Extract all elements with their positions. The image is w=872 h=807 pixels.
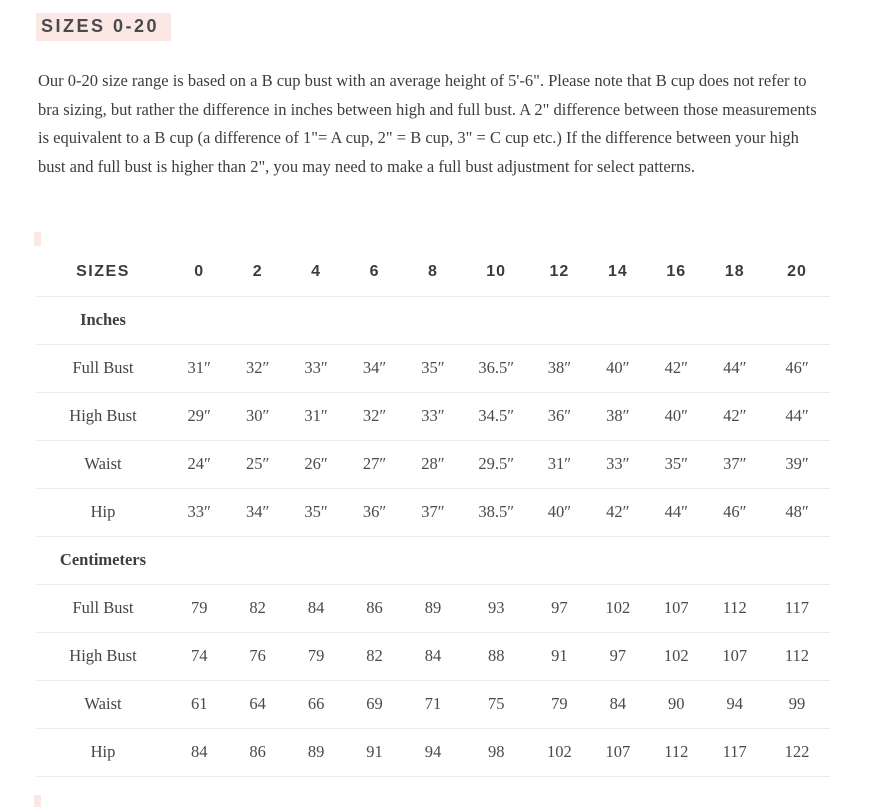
column-header-size-12: 12 [530,248,588,296]
column-header-size-18: 18 [706,248,765,296]
column-header-size-16: 16 [647,248,705,296]
cell-value: 112 [764,632,830,680]
cell-value: 66 [287,680,345,728]
cell-value: 64 [228,680,286,728]
cell-value: 33″ [589,440,647,488]
cell-value: 35″ [404,344,462,392]
table-row [36,632,830,680]
column-header-sizes: SIZES [36,248,170,296]
cell-value: 33″ [287,344,345,392]
cell-value: 84 [404,632,462,680]
cell-value: 48″ [764,488,830,536]
cell-value: 44″ [764,392,830,440]
cell-value: 34.5″ [462,392,530,440]
row-label: Full Bust [36,344,170,392]
column-header-size-2: 2 [228,248,286,296]
cell-value: 98 [462,728,530,776]
column-header-size-20: 20 [764,248,830,296]
cell-value: 97 [589,632,647,680]
cell-value: 122 [764,728,830,776]
cell-value: 112 [647,728,705,776]
cell-value: 29.5″ [462,440,530,488]
row-label: High Bust [36,632,170,680]
cell-value: 84 [170,728,228,776]
cell-value: 79 [287,632,345,680]
cell-value: 27″ [345,440,403,488]
column-header-size-6: 6 [345,248,403,296]
cell-value: 36″ [530,392,588,440]
cell-value: 24″ [170,440,228,488]
cell-value: 38.5″ [462,488,530,536]
table-row [36,728,830,776]
cell-value: 35″ [287,488,345,536]
cell-value: 90 [647,680,705,728]
cell-value: 30″ [228,392,286,440]
decorative-pink-dash-bottom [34,795,41,807]
section-title: Centimeters [36,536,170,584]
cell-value: 38″ [589,392,647,440]
cell-value: 75 [462,680,530,728]
cell-value: 36.5″ [462,344,530,392]
table-row [36,584,830,632]
cell-value: 86 [345,584,403,632]
cell-value: 107 [706,632,765,680]
cell-value: 31″ [530,440,588,488]
heading-wrap [0,0,872,41]
cell-value: 102 [647,632,705,680]
cell-value: 44″ [706,344,765,392]
table-header-row [36,248,830,296]
cell-value: 102 [530,728,588,776]
cell-value: 69 [345,680,403,728]
cell-value: 97 [530,584,588,632]
column-header-size-8: 8 [404,248,462,296]
cell-value: 82 [345,632,403,680]
cell-value: 34″ [345,344,403,392]
cell-value: 74 [170,632,228,680]
cell-value: 84 [589,680,647,728]
cell-value: 42″ [589,488,647,536]
cell-value: 117 [706,728,765,776]
table-row [36,440,830,488]
size-chart-table [36,248,830,777]
cell-value: 79 [170,584,228,632]
cell-value: 89 [287,728,345,776]
column-header-size-4: 4 [287,248,345,296]
row-label: Waist [36,440,170,488]
row-label: Waist [36,680,170,728]
cell-value: 37″ [404,488,462,536]
section-row [36,296,830,344]
cell-value: 35″ [647,440,705,488]
intro-paragraph: Our 0-20 size range is based on a B cup bust with an average height of 5'-6". Please note that B cup does not refer to bra sizing, but rather the difference in inches between high and full bust. A 2" difference between those measurements is equivalent to a B cup (a difference of 1"= A cup, 2" = B cup, 3" = C cup etc.) If the difference between your high bust and full bust is higher than 2", you may need to make a full bust adjustment for select patterns. [38,71,817,176]
cell-value: 28″ [404,440,462,488]
row-label: High Bust [36,392,170,440]
cell-value: 88 [462,632,530,680]
cell-value: 94 [404,728,462,776]
cell-value: 33″ [170,488,228,536]
section-row [36,536,830,584]
row-label: Hip [36,488,170,536]
cell-value: 38″ [530,344,588,392]
cell-value: 32″ [345,392,403,440]
cell-value: 42″ [706,392,765,440]
decorative-pink-dash-top [34,232,41,246]
cell-value: 76 [228,632,286,680]
row-label: Hip [36,728,170,776]
section-filler [170,536,830,584]
cell-value: 31″ [170,344,228,392]
cell-value: 37″ [706,440,765,488]
cell-value: 46″ [706,488,765,536]
column-header-size-0: 0 [170,248,228,296]
cell-value: 117 [764,584,830,632]
size-table-body [36,248,830,776]
cell-value: 107 [647,584,705,632]
cell-value: 31″ [287,392,345,440]
cell-value: 93 [462,584,530,632]
column-header-size-10: 10 [462,248,530,296]
table-row [36,344,830,392]
cell-value: 71 [404,680,462,728]
cell-value: 26″ [287,440,345,488]
cell-value: 86 [228,728,286,776]
page-title: SIZES 0-20 [36,13,171,41]
cell-value: 91 [345,728,403,776]
cell-value: 89 [404,584,462,632]
column-header-size-14: 14 [589,248,647,296]
section-filler [170,296,830,344]
table-row [36,488,830,536]
cell-value: 84 [287,584,345,632]
cell-value: 32″ [228,344,286,392]
cell-value: 94 [706,680,765,728]
cell-value: 79 [530,680,588,728]
cell-value: 91 [530,632,588,680]
cell-value: 29″ [170,392,228,440]
cell-value: 102 [589,584,647,632]
cell-value: 25″ [228,440,286,488]
cell-value: 112 [706,584,765,632]
cell-value: 40″ [530,488,588,536]
cell-value: 107 [589,728,647,776]
cell-value: 40″ [647,392,705,440]
table-row [36,680,830,728]
cell-value: 39″ [764,440,830,488]
cell-value: 82 [228,584,286,632]
cell-value: 46″ [764,344,830,392]
cell-value: 34″ [228,488,286,536]
cell-value: 44″ [647,488,705,536]
cell-value: 36″ [345,488,403,536]
cell-value: 42″ [647,344,705,392]
cell-value: 99 [764,680,830,728]
row-label: Full Bust [36,584,170,632]
section-title: Inches [36,296,170,344]
cell-value: 33″ [404,392,462,440]
table-row [36,392,830,440]
cell-value: 40″ [589,344,647,392]
cell-value: 61 [170,680,228,728]
